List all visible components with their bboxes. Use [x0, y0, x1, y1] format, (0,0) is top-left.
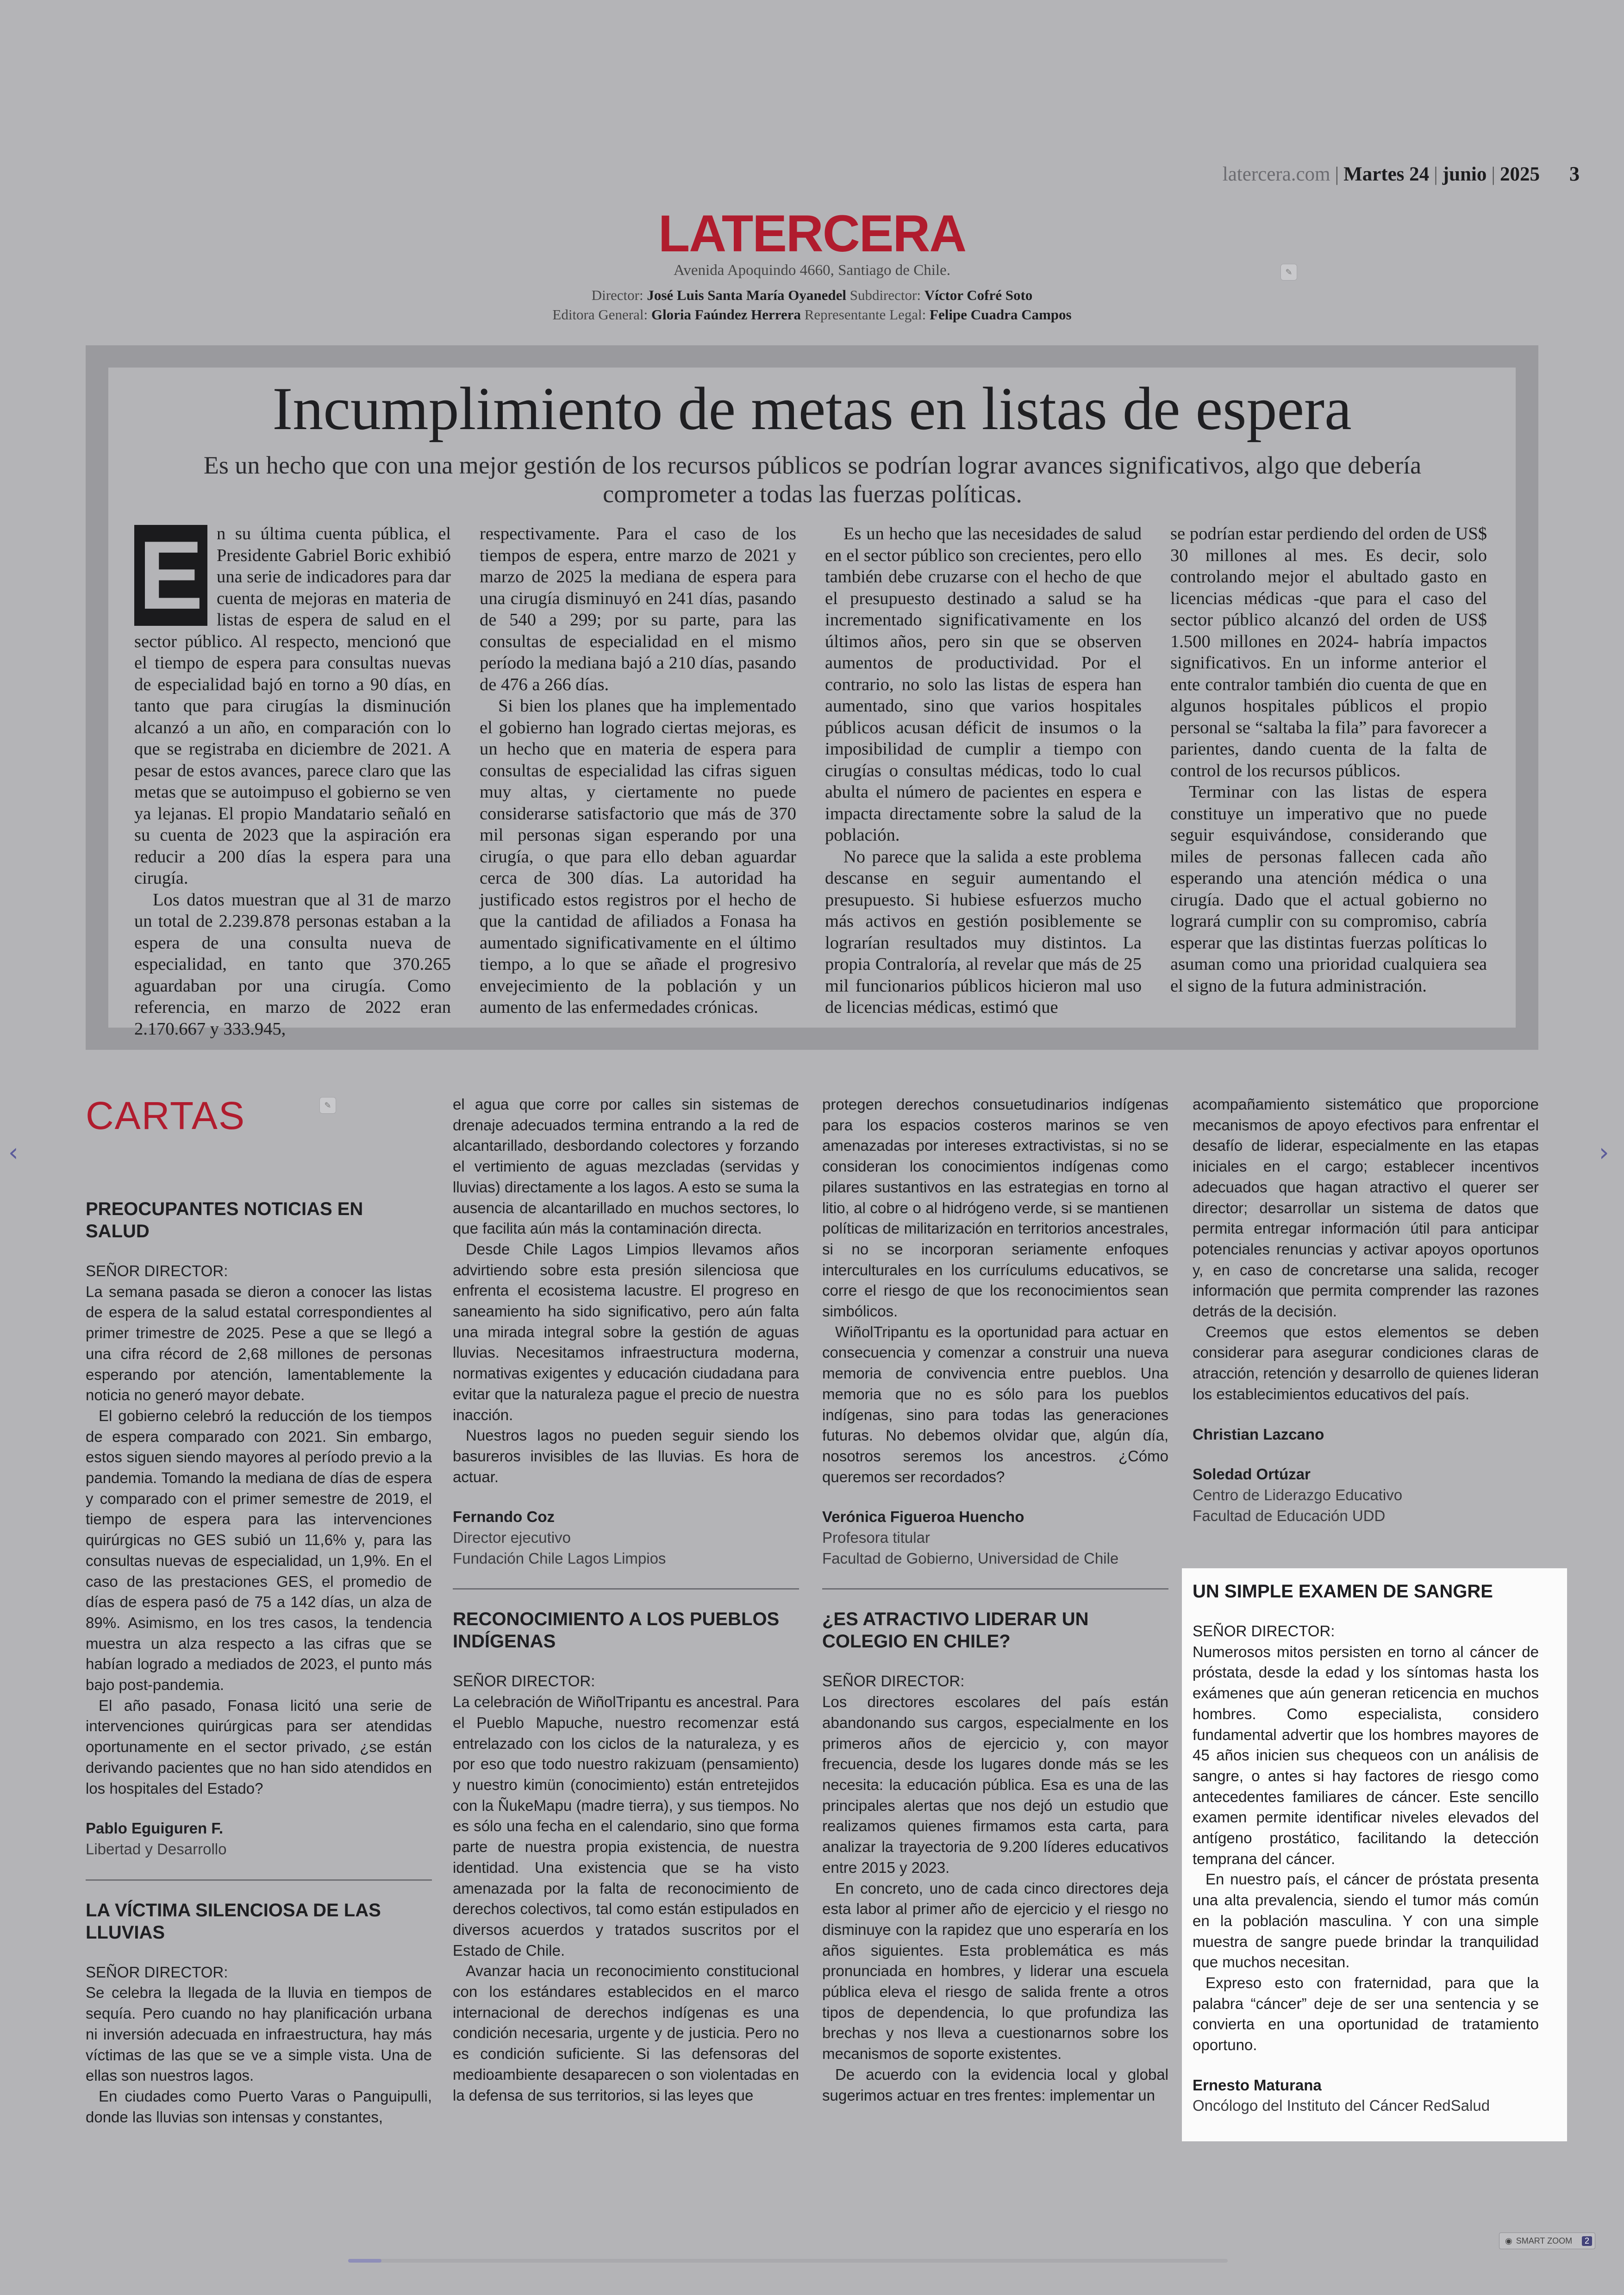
editorial-paragraph: Es un hecho que las necesidades de salud en el sector público son crecientes, pero ello también debe cruzarse con el hecho de que el presupuesto destinado a salud se ha incrementado significativamente en los últimos años, pero sin que se observen aumentos de productividad. Por el contrario, no solo las listas de espera han aumentado, sino que varios hospitales públicos acusan déficit de insumos o la imposibilidad de cumplir a tiempo con cirugías o consultas médicas, todo lo cual abulta el número de pacientes en espera e impacta directamente sobre la salud de la población. [825, 524, 1142, 845]
staff-line-1: Director: José Luis Santa María Oyanedel Subdirector: Víctor Cofré Soto [591, 287, 1033, 303]
editorial-paragraph: se podrían estar perdiendo del orden de US$ 30 millones al mes. Es decir, solo controlando mejor el abultado gasto en licencias médicas -que para el caso del sector público alcanzó del orden de US$ 1.500 millones en 2024- habría impactos significativos. En un informe anterior el ente contralor también dio cuenta de que en algunos hospitales públicos el propio personal se “saltaba la fila” para favorecer a parientes, dando cuenta de la falta de control de los recursos públicos. [1170, 524, 1487, 780]
divider [453, 1588, 799, 1590]
editorial-column-1 [134, 523, 451, 1040]
page-scrollbar[interactable] [348, 2259, 1228, 2263]
editorial-column-3 [825, 523, 1142, 1018]
editorial-paragraph: No parece que la salida a este problema descanse en seguir aumentando el presupuesto. Si hubiese esfuerzos mucho más activos en gestión posiblemente se lograrían resultados muy distintos. La propia Contraloría, al revelar que más de 25 mil funcionarios públicos hicieron mal uso de licencias médicas, estimó que [825, 847, 1142, 1017]
letter-author: Pablo Eguiguren F. [86, 1820, 224, 1837]
editorial-paragraph: Los datos muestran que al 31 de marzo un total de 2.239.878 personas estaban a la espera de una consulta nueva de especialidad, en tanto que 370.265 aguardaban por una cirugía. Como referencia, en marzo de 2022 eran 2.170.667 y 333.945, [134, 890, 451, 1039]
editorial-title: Incumplimiento de metas en listas de espera [272, 374, 1352, 443]
letter-author: Ernesto Maturana [1193, 2076, 1322, 2094]
letter-paragraph: Desde Chile Lagos Limpios llevamos años advirtiendo sobre esta presión silenciosa que enfrenta el ecosistema lacustre. El progreso en saneamiento ha sido significativo, pero aún falta una mirada integral sobre la gestión de aguas lluvias. Necesitamos infraestructura moderna, normativas exigentes y educación ciudadana para evitar que la naturaleza pague el precio de nuestra inacción. [453, 1240, 799, 1423]
letter-affiliation: Libertad y Desarrollo [86, 1840, 227, 1858]
editorial-paragraph: respectivamente. Para el caso de los tiempos de espera, entre marzo de 2021 y marzo de 2025 la mediana de espera para una cirugía disminuyó en 241 días, pasando de 540 a 299; por su parte, para las consultas de especialidad en el mismo período la mediana bajó a 210 días, pasando de 476 a 266 días. [480, 524, 796, 694]
newspaper-logo: LATERCERA [658, 205, 966, 262]
site-name: latercera.com [1222, 163, 1330, 185]
smart-zoom-label: SMART ZOOM [1516, 2236, 1573, 2245]
chevron-left-icon[interactable]: ‹ [8, 1138, 19, 1167]
letter-paragraph: La celebración de WiñolTripantu es ancestral. Para el Pueblo Mapuche, nuestro recomenzar está entrelazado con los ciclos de la naturaleza, y es por eso que todo nuestro rakizuam (pensamiento) y nuestro kimün (conocimiento) están entretejidos con la ÑukeMapu (madre tierra), y sus tiempos. No es sólo una fecha en el calendario, sino que forma parte de nuestra propia existencia, de nuestra identidad. Una existencia que se ha visto amenazada por la falta de reconocimiento de derechos colectivos, tal como están estipulados en diversos acuerdos y tratados suscritos por el Estado de Chile. [453, 1693, 799, 1959]
letter-affiliation: Director ejecutivo [453, 1529, 571, 1547]
letters-column-4 [1193, 1094, 1539, 1526]
salutation: SEÑOR DIRECTOR: [822, 1672, 965, 1690]
address: Avenida Apoquindo 4660, Santiago de Chile. [674, 262, 950, 279]
letter-paragraph: el agua que corre por calles sin sistemas de drenaje adecuados termina entrando a la red de alcantarillado, desbordando colectores y forzando el vertimiento de aguas mezcladas (servidas y lluvias) directamente a los lagos. A esto se suma la ausencia de alcantarillado en muchos sectores, lo que facilita aún más la contaminación directa. [453, 1096, 799, 1237]
letter-paragraph: El año pasado, Fonasa licitó una serie de intervenciones quirúrgicas para ser atendidas oportunamente en el sector privado, ¿se están derivando pacientes que no han sido atendidos en los hospitales del Estado? [86, 1696, 432, 1797]
editorial-paragraph: n su última cuenta pública, el Presidente Gabriel Boric exhibió una serie de indicadores para dar cuenta de mejoras en materia de listas de espera de salud en el sector público. Al respecto, mencionó que el tiempo de espera para consultas nuevas de especialidad bajó en torno a 90 días, en tanto que para cirugías la disminución alcanzó a un año, en comparación con lo que se registraba en diciembre de 2021. A pesar de estos avances, parece claro que las metas que se autoimpuso el gobierno se ven ya lejanas. El propio Mandatario señaló en su cuenta de 2023 que la aspiración era reducir a 200 días la espera para una cirugía. [134, 524, 451, 888]
salutation: SEÑOR DIRECTOR: [86, 1963, 228, 1981]
letter-paragraph: protegen derechos consuetudinarios indígenas para los espacios costeros marinos se ven amenazadas por intereses extractivistas, si no se consideran los conocimientos indígenas como pilares sustantivos en las estrategias en torno al litio, al cobre o al hidrógeno verde, si se mantienen políticas de militarización en territorios ancestrales, si no se incorporan seriamente enfoques interculturales en los currículums educativos, se corre el riesgo de que los reconocimientos sean simbólicos. [822, 1096, 1168, 1320]
section-title: CARTAS [86, 1094, 245, 1137]
letter-title: ¿ES ATRACTIVO LIDERAR UN COLEGIO EN CHILE? [822, 1609, 1089, 1652]
smart-zoom-button[interactable] [1499, 2233, 1595, 2249]
letter-paragraph: En ciudades como Puerto Varas o Panguipulli, donde las lluvias son intensas y constantes, [86, 2087, 432, 2126]
letter-affiliation: Centro de Liderazgo Educativo [1193, 1486, 1403, 1503]
letter-affiliation: Profesora titular [822, 1529, 930, 1547]
staff-line-2: Editora General: Gloria Faúndez Herrera Representante Legal: Felipe Cuadra Campos [552, 306, 1072, 323]
editorial-paragraph: Si bien los planes que ha implementado el gobierno han logrado ciertas mejoras, es un hecho que en materia de espera para consultas de especialidad las cifras siguen muy altas, y ciertamente no puede considerarse satisfactorio que más de 370 mil personas sigan esperando por una cirugía, o que para ello deban aguardar cerca de 300 días. La autoridad ha justificado estos registros por el hecho de que la cantidad de afiliados a Fonasa ha aumentado significativamente en el último tiempo, a lo que se añade el progresivo envejecimiento de la población y un aumento de las enfermedades crónicas. [480, 696, 796, 1017]
editorial-column-4 [1170, 523, 1487, 997]
letter-paragraph: Expreso esto con fraternidad, para que la palabra “cáncer” deje de ser una sentencia y se convierta en una oportunidad de tratamiento oportuno. [1193, 1974, 1539, 2054]
date-year: 2025 [1500, 163, 1540, 185]
highlighted-letter [1193, 1580, 1539, 2116]
letter-title: UN SIMPLE EXAMEN DE SANGRE [1193, 1581, 1493, 1602]
chevron-right-icon[interactable]: › [1599, 1138, 1609, 1167]
letter-author: Christian Lazcano [1193, 1425, 1324, 1443]
letter-paragraph: Los directores escolares del país están abandonando sus cargos, especialmente en los primeros años de ejercicio y, con mayor frecuencia, desde los lugares donde más se les necesita: la educación pública. Esa es una de las principales alertas que nos dejó un estudio que realizamos quienes firmamos esta carta, para analizar la trayectoria de 9.200 líderes educativos entre 2015 y 2023. [822, 1693, 1168, 1876]
note-icon[interactable]: ✎ [1280, 264, 1297, 281]
letter-paragraph: La semana pasada se dieron a conocer las listas de espera de la salud estatal correspondientes al primer trimestre de 2025. Pese a que se llegó a una cifra récord de 2,68 millones de personas esperando por atención, lamentablemente la noticia no generó mayor debate. [86, 1283, 432, 1404]
letter-affiliation: Facultad de Educación UDD [1193, 1507, 1386, 1524]
smart-zoom-count: 2 [1582, 2236, 1592, 2246]
letter-paragraph: Nuestros lagos no pueden seguir siendo los basureros invisibles de las lluvias. Es hora de actuar. [453, 1427, 799, 1485]
letters-column-3 [822, 1094, 1168, 2106]
divider [822, 1588, 1168, 1590]
letter-title: RECONOCIMIENTO A LOS PUEBLOS INDÍGENAS [453, 1609, 780, 1652]
divider [86, 1879, 432, 1881]
letter-paragraph: WiñolTripantu es la oportunidad para actuar en consecuencia y comenzar a construir una nueva memoria de convivencia entre pueblos. Una memoria que no es sólo para los pueblos indígenas, sino para todas las generaciones futuras. No debemos olvidar que, algún día, nosotros seremos los ancestros. ¿Cómo queremos ser recordados? [822, 1323, 1168, 1485]
drop-cap: E [134, 525, 207, 626]
letter-affiliation: Facultad de Gobierno, Universidad de Chile [822, 1549, 1119, 1567]
salutation: SEÑOR DIRECTOR: [453, 1672, 595, 1690]
letter-author: Soledad Ortúzar [1193, 1466, 1311, 1483]
scrollbar-thumb[interactable] [348, 2259, 381, 2263]
letter-affiliation: Oncólogo del Instituto del Cáncer RedSalud [1193, 2097, 1490, 2114]
letter-paragraph: El gobierno celebró la reducción de los tiempos de espera comparado con 2021. Sin embargo, estos siguen siendo mayores al período previo a la pandemia. Tomando la mediana de días de espera y comparado con el primer semestre de 2019, el tiempo de espera para las intervenciones quirúrgicas no GES subió un 11,6% y, para las consultas nuevas de especialidad, un 1,9%. En el caso de las prestaciones GES, el promedio de días de espera pasó de 75 a 142 días, un alza de 89%. Asimismo, en los tres casos, la tendencia muestra un alza respecto a las cifras que se habían logrado a mediados de 2023, el punto más bajo post-pandemia. [86, 1407, 432, 1694]
letter-paragraph: acompañamiento sistemático que proporcione mecanismos de apoyo efectivos para enfrentar el desafío de liderar, especialmente en las etapas iniciales en el cargo; establecer incentivos adecuados que hagan atractivo el querer ser director; desarrollar un sistema de datos que permita entregar información útil para anticipar potenciales renuncias y activar apoyos oportunos y, en caso de concretarse una salida, recoger información que permita comprender las razones detrás de la decisión. [1193, 1096, 1539, 1320]
letters-column-2 [453, 1094, 799, 2106]
letter-affiliation: Fundación Chile Lagos Limpios [453, 1549, 666, 1567]
dateline: latercera.com | Martes 24 | junio | 2025 [1222, 163, 1540, 185]
date-month: junio [1442, 163, 1487, 185]
letter-paragraph: Avanzar hacia un reconocimiento constitucional con los estándares establecidos en el marco internacional de derechos indígenas es una condición necesaria, urgente y de justicia. Pero no es condición suficiente. Si las defensoras del medioambiente desaparecen o son violentadas en la defensa de sus territorios, si las leyes que [453, 1962, 799, 2104]
letters-column-1 [86, 1198, 432, 2127]
salutation: SEÑOR DIRECTOR: [86, 1262, 228, 1279]
letter-paragraph: Creemos que estos elementos se deben considerar para asegurar condiciones claras de atracción, retención y desarrollo de quienes lideran los establecimientos educativos del país. [1193, 1323, 1539, 1403]
letter-paragraph: En nuestro país, el cáncer de próstata presenta una alta prevalencia, siendo el tumor más común en la población masculina. Y con una simple muestra de sangre puede brindar la tranquilidad que muchos necesitan. [1193, 1871, 1539, 1971]
letter-author: Verónica Figueroa Huencho [822, 1508, 1024, 1526]
eye-icon: ◉ [1505, 2236, 1512, 2245]
editorial-paragraph: Terminar con las listas de espera constituye un imperativo que no puede seguir esquivándose, considerando que miles de personas fallecen cada año esperando una atención médica o una cirugía. Dado que el actual gobierno no logrará cumplir con su compromiso, cabría esperar que las distintas fuerzas políticas lo asuman como una prioridad cualquiera sea el signo de la futura administración. [1170, 782, 1487, 996]
letter-title: LA VÍCTIMA SILENCIOSA DE LAS LLUVIAS [86, 1900, 381, 1943]
letter-paragraph: Numerosos mitos persisten en torno al cáncer de próstata, desde la edad y los síntomas hasta los exámenes que aún generan reticencia en muchos hombres. Como especialista, considero fundamental advertir que los hombres mayores de 45 años inicien sus chequeos con un análisis de sangre, o antes si hay factores de riesgo como antecedentes familiares de cáncer. Este sencillo examen permite identificar niveles elevados del antígeno prostático, facilitando la detección temprana del cáncer. [1193, 1643, 1539, 1867]
editorial-subtitle: Es un hecho que con una mejor gestión de los recursos públicos se podrían lograr avances significativos, algo que debería comprometer a todas las fuerzas políticas. [203, 451, 1422, 508]
letter-paragraph: Se celebra la llegada de la lluvia en tiempos de sequía. Pero cuando no hay planificación urbana ni inversión adecuada en infraestructura, hay más víctimas de las que se ve a simple vista. Una de ellas son nuestros lagos. [86, 1984, 432, 2084]
letter-author: Fernando Coz [453, 1508, 555, 1526]
date-day: Martes 24 [1343, 163, 1430, 185]
editorial-column-2 [480, 523, 796, 1018]
letter-paragraph: En concreto, uno de cada cinco directores deja esta labor al primer año de ejercicio y el riesgo no disminuye con la rapidez que uno esperaría en los años siguientes. Esta problemática es más pronunciada en hombres, y liderar una escuela pública eleva el riesgo de salida frente a otros tipos de dependencia, lo que profundiza las brechas y nos lleva a cuestionarnos sobre los mecanismos de soporte existentes. [822, 1879, 1168, 2063]
note-icon[interactable]: ✎ [319, 1097, 336, 1114]
page-number: 3 [1569, 162, 1580, 185]
letter-paragraph: De acuerdo con la evidencia local y global sugerimos actuar en tres frentes: implementar un [822, 2065, 1168, 2104]
letter-title: PREOCUPANTES NOTICIAS EN SALUD [86, 1199, 363, 1241]
salutation: SEÑOR DIRECTOR: [1193, 1622, 1335, 1640]
